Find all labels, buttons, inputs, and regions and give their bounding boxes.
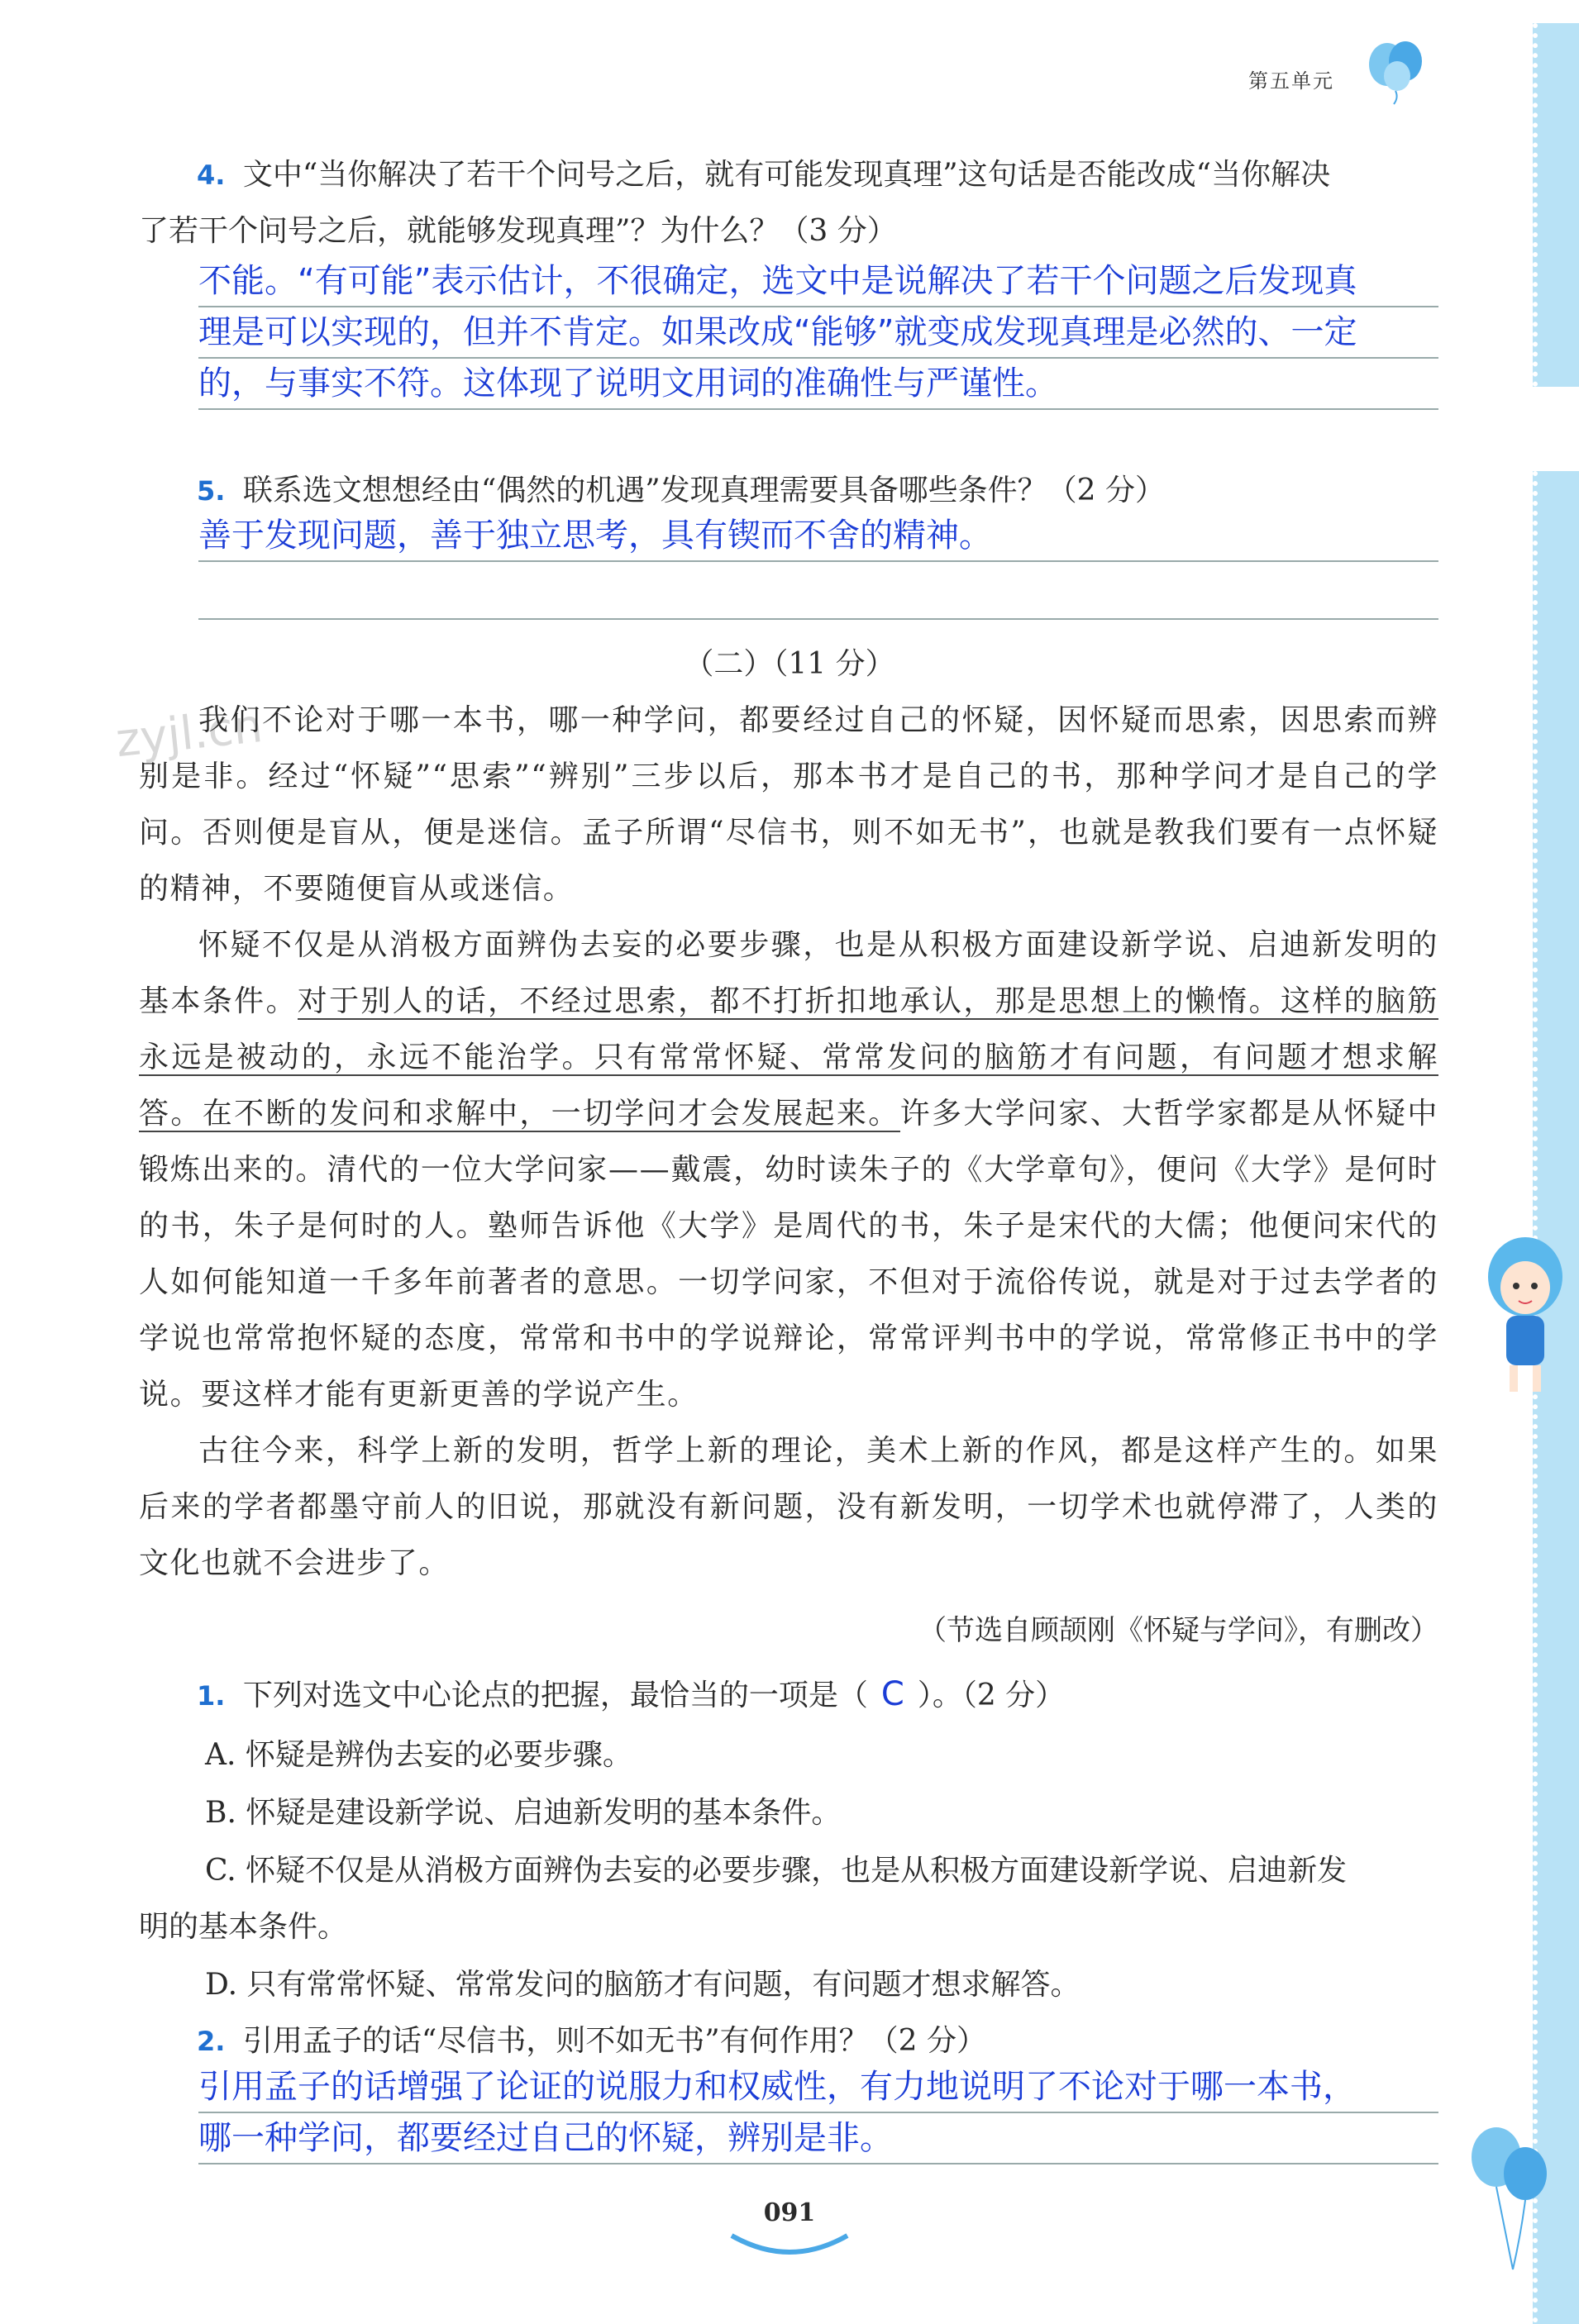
blank-answer-line: [198, 618, 1438, 620]
question-2: [197, 2013, 1438, 2069]
underlined-text: 对于别人的话，不经过思索，都不打折扣地承认，那是思想上的懒惰。这样的脑筋永远是被动的，永远不能治学。只有常常怀疑、常常发问的脑筋才有问题，有问题才想求解答。在不断的发问和求解中，一切学问才会发展起来。: [139, 984, 1438, 1131]
source-citation: （节选自顾颉刚《怀疑与学问》，有删改）: [918, 1614, 1438, 1647]
answer-line: 引用孟子的话增强了论证的说服力和权威性，有力地说明了不论对于哪一本书，: [198, 2062, 1438, 2113]
question-text: 文中“当你解决了若干个问号之后，就有可能发现真理”这句话是否能改成“当你解决: [242, 158, 1331, 192]
question-text: 下列对选文中心论点的把握，最恰当的一项是（: [242, 1679, 868, 1712]
watermark: zyjl.cn: [113, 698, 265, 769]
question-number: 5.: [197, 475, 226, 507]
paragraph: 我们不论对于哪一本书，哪一种学问，都要经过自己的怀疑，因怀疑而思索，因思索而辨别是非。经过“怀疑”“思索”“辨别”三步以后，那本书才是自己的书，那种学问才是自己的学问。否则便是盲从，便是迷信。孟子所谓“尽信书，则不如无书”，也就是教我们要有一点怀疑的精神，不要随便盲从或迷信。: [139, 703, 1438, 906]
option-b: B. 怀疑是建设新学说、启迪新发明的基本条件。: [205, 1796, 842, 1830]
option-c-continued: 明的基本条件。: [139, 1910, 348, 1944]
girl-illustration: [1480, 1231, 1571, 1405]
option-c: C. 怀疑不仅是从消极方面辨伪去妄的必要步骤，也是从积极方面建设新学说、启迪新发: [205, 1854, 1348, 1888]
reading-passage: [139, 693, 1438, 1592]
paragraph: 古往今来，科学上新的发明，哲学上新的理论，美术上新的作风，都是这样产生的。如果后来的学者都墨守前人的旧说，那就没有新问题，没有新发明，一切学术也就停滞了，人类的文化也就不会进步了。: [139, 1434, 1438, 1580]
section-title: （二）（11 分）: [684, 647, 895, 681]
page-number-swoosh: [727, 2231, 852, 2264]
question-text: ）。（2 分）: [917, 1679, 1066, 1712]
question-1: [197, 1666, 1438, 1724]
question-number: 2.: [197, 2026, 226, 2057]
option-a: A. 怀疑是辨伪去妄的必要步骤。: [205, 1738, 632, 1772]
balloon-icon: [1364, 33, 1430, 107]
answer-line: 哪一种学问，都要经过自己的怀疑，辨别是非。: [198, 2113, 1438, 2164]
paragraph-text: 许多大学问家、大哲学家都是从怀疑中锻炼出来的。清代的一位大学问家——戴震，幼时读朱子的《大学章句》，便问《大学》是何时的书，朱子是何时的人。塾师告诉他《大学》是周代的书，朱子是宋代的大儒；他便问宋代的人如何能知道一千多年前著者的意思。一切学问家，不但对于流俗传说，就是对于过去学者的学说也常常抱怀疑的态度，常常和书中的学说辩论，常常评判书中的学说，常常修正书中的学说。要这样才能有更新更善的学说产生。: [139, 1097, 1438, 1412]
answer-line: 理是可以实现的，但并不肯定。如果改成“能够”就变成发现真理是必然的、一定: [198, 307, 1438, 359]
answer-4: [198, 256, 1438, 410]
answer-2: [198, 2062, 1438, 2164]
question-number: 1.: [197, 1680, 226, 1712]
side-decoration-top: [1533, 23, 1579, 387]
question-4: [197, 147, 1438, 203]
question-4-continued: 了若干个问号之后，就能够发现真理”？为什么？（3 分）: [139, 214, 897, 248]
paragraph-text: 怀疑不仅是从消极方面辨伪去妄的必要步骤，也是从积极方面建设新学说、启迪新发明的基本条件。: [139, 928, 1438, 1018]
question-number: 4.: [197, 160, 226, 191]
answer-5: [198, 511, 1438, 562]
option-d: D. 只有常常怀疑、常常发问的脑筋才有问题，有问题才想求解答。: [205, 1968, 1080, 2002]
page-number: 091: [763, 2198, 816, 2227]
answer-line: 不能。“有可能”表示估计，不很确定，选文中是说解决了若干个问题之后发现真: [198, 256, 1438, 307]
paragraph: [139, 917, 1438, 1423]
unit-label: 第五单元: [1248, 69, 1334, 93]
question-text: 联系选文想想经由“偶然的机遇”发现真理需要具备哪些条件？（2 分）: [242, 474, 1166, 507]
selected-choice: C: [880, 1675, 904, 1713]
answer-line: 的，与事实不符。这体现了说明文用词的准确性与严谨性。: [198, 359, 1438, 410]
question-text: 引用孟子的话“尽信书，则不如无书”有何作用？（2 分）: [242, 2024, 987, 2058]
answer-line: 善于发现问题，善于独立思考，具有锲而不舍的精神。: [198, 511, 1438, 562]
